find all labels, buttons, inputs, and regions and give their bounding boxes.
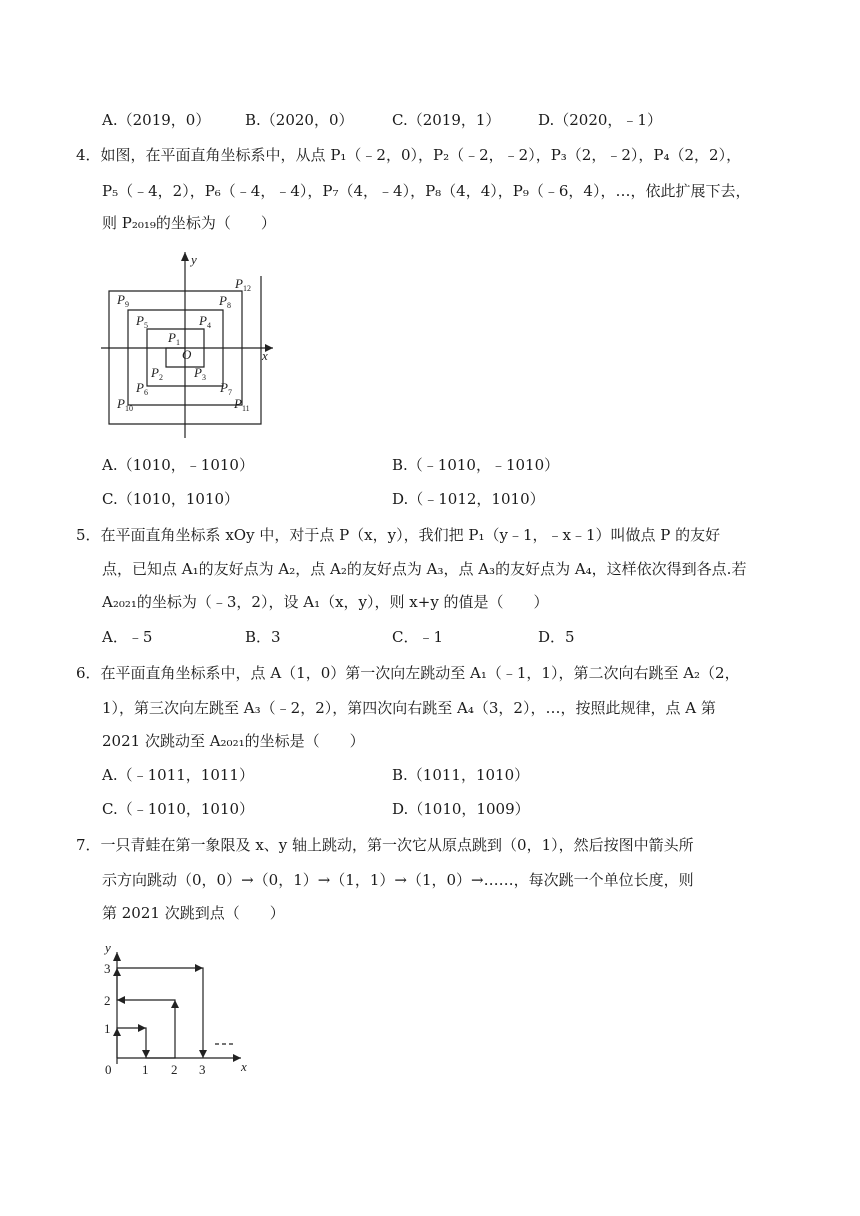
q7-y-tick-3: 3 (104, 961, 111, 976)
q4-p10-label: $P_{10}$ (117, 396, 133, 413)
q4-p2-label: $P_2$ (151, 365, 163, 382)
q4-y-arrow-icon (181, 252, 189, 261)
q4-option-c: C.（1010，1010） (102, 490, 240, 508)
q5-option-d: D．5 (538, 628, 575, 646)
q4-p6-label: $P_6$ (136, 380, 148, 397)
q7-x-label: x (241, 1059, 247, 1074)
q7-jump-arrow-icon (199, 1050, 207, 1058)
q6-text-1: 在平面直角坐标系中，点 A（1，0）第一次向左跳动至 A₁（﹣1，1），第二次向右跳至 A₂（2， (100, 664, 740, 682)
q7-x-tick-2: 2 (171, 1062, 178, 1077)
q4-y-label: y (191, 252, 197, 267)
q4-p5-label: $P_5$ (136, 313, 148, 330)
q7-jump-arrow-icon (138, 1024, 146, 1032)
q4-option-a: A.（1010，﹣1010） (102, 456, 254, 474)
q7-y-arrow-icon (113, 952, 121, 961)
q4-p9-label: $P_9$ (117, 292, 129, 309)
q4-spiral-figure (95, 246, 285, 442)
q4-p1-label: $P_1$ (168, 330, 180, 347)
q6-number: 6． (76, 664, 101, 682)
q7-y-tick-2: 2 (104, 993, 111, 1008)
q3-option-c: C.（2019，1） (392, 111, 501, 129)
q7-line-3: 第 2021 次跳到点（ ） (102, 904, 285, 922)
q7-y-label: y (105, 940, 111, 955)
q5-line-3: A₂₀₂₁的坐标为（﹣3，2），设 A₁（x，y），则 x+y 的值是（ ） (102, 593, 549, 611)
q7-x-tick-0: 0 (105, 1062, 112, 1077)
q7-frog-jump-figure (95, 938, 265, 1080)
q3-option-b: B.（2020，0） (245, 111, 354, 129)
q7-jump-arrow-icon (113, 1028, 121, 1036)
q4-x-label: x (262, 348, 268, 363)
q4-line-3: 则 P₂₀₁₉的坐标为（ ） (102, 214, 276, 232)
q7-text-1: 一只青蛙在第一象限及 x、y 轴上跳动，第一次它从原点跳到（0，1），然后按图中箭头所 (100, 836, 694, 854)
q4-line-1 (76, 145, 741, 165)
q4-p4-label: $P_4$ (199, 313, 211, 330)
q6-option-c: C.（﹣1010，1010） (102, 800, 255, 818)
q4-p8-label: $P_8$ (219, 293, 231, 310)
q7-line-1 (76, 835, 694, 855)
q7-jump-path (117, 968, 203, 1058)
q5-option-b: B．3 (245, 628, 281, 646)
q7-jump-arrow-icon (171, 1000, 179, 1008)
q7-jump-arrow-icon (142, 1050, 150, 1058)
q4-p7-label: $P_7$ (220, 380, 232, 397)
q5-line-1 (76, 525, 720, 545)
q4-option-d: D.（﹣1012，1010） (392, 490, 545, 508)
q6-option-a: A.（﹣1011，1011） (102, 766, 254, 784)
q6-line-2: 1），第三次向左跳至 A₃（﹣2，2），第四次向右跳至 A₄（3，2），…，按照此规律，点 A 第 (102, 699, 716, 717)
q4-origin-label: O (182, 347, 192, 362)
q7-number: 7． (76, 836, 101, 854)
q7-jump-arrow-icon (113, 968, 121, 976)
q4-p12-label: $P_{12}$ (235, 276, 251, 293)
q4-option-b: B.（﹣1010，﹣1010） (392, 456, 560, 474)
q6-option-d: D.（1010，1009） (392, 800, 530, 818)
q4-p11-label: $P_{11}$ (234, 396, 250, 413)
q6-option-b: B.（1011，1010） (392, 766, 530, 784)
q4-line-2: P₅（﹣4，2），P₆（﹣4，﹣4），P₇（4，﹣4），P₈（4，4），P₉（﹣6，4），…，依此扩展下去， (102, 182, 751, 200)
q5-text-1: 在平面直角坐标系 xOy 中，对于点 P（x，y），我们把 P₁（y﹣1，﹣x﹣1）叫做点 P 的友好 (100, 526, 721, 544)
q6-line-1 (76, 663, 740, 683)
q6-line-3: 2021 次跳动至 A₂₀₂₁的坐标是（ ） (102, 732, 365, 750)
q7-jump-arrow-icon (117, 996, 125, 1004)
q4-text-1: 如图，在平面直角坐标系中，从点 P₁（﹣2，0），P₂（﹣2，﹣2），P₃（2，﹣2），P₄（2，2）， (100, 146, 742, 164)
q7-jump-arrow-icon (195, 964, 203, 972)
q5-number: 5． (76, 526, 101, 544)
q5-option-a: A．﹣5 (102, 628, 153, 646)
q4-number: 4． (76, 146, 101, 164)
q4-p3-label: $P_3$ (194, 365, 206, 382)
q5-line-2: 点，已知点 A₁的友好点为 A₂，点 A₂的友好点为 A₃，点 A₃的友好点为 A₄，这样依次得到各点.若 (102, 560, 747, 578)
q7-y-tick-1: 1 (104, 1021, 111, 1036)
q7-line-2: 示方向跳动（0，0）→（0，1）→（1，1）→（1，0）→……，每次跳一个单位长度，则 (102, 871, 694, 889)
q7-x-tick-3: 3 (199, 1062, 206, 1077)
q7-x-arrow-icon (233, 1054, 241, 1062)
q3-option-d: D.（2020，﹣1） (538, 111, 662, 129)
q3-option-a: A.（2019，0） (102, 111, 211, 129)
q7-x-tick-1: 1 (142, 1062, 149, 1077)
q5-option-c: C．﹣1 (392, 628, 444, 646)
